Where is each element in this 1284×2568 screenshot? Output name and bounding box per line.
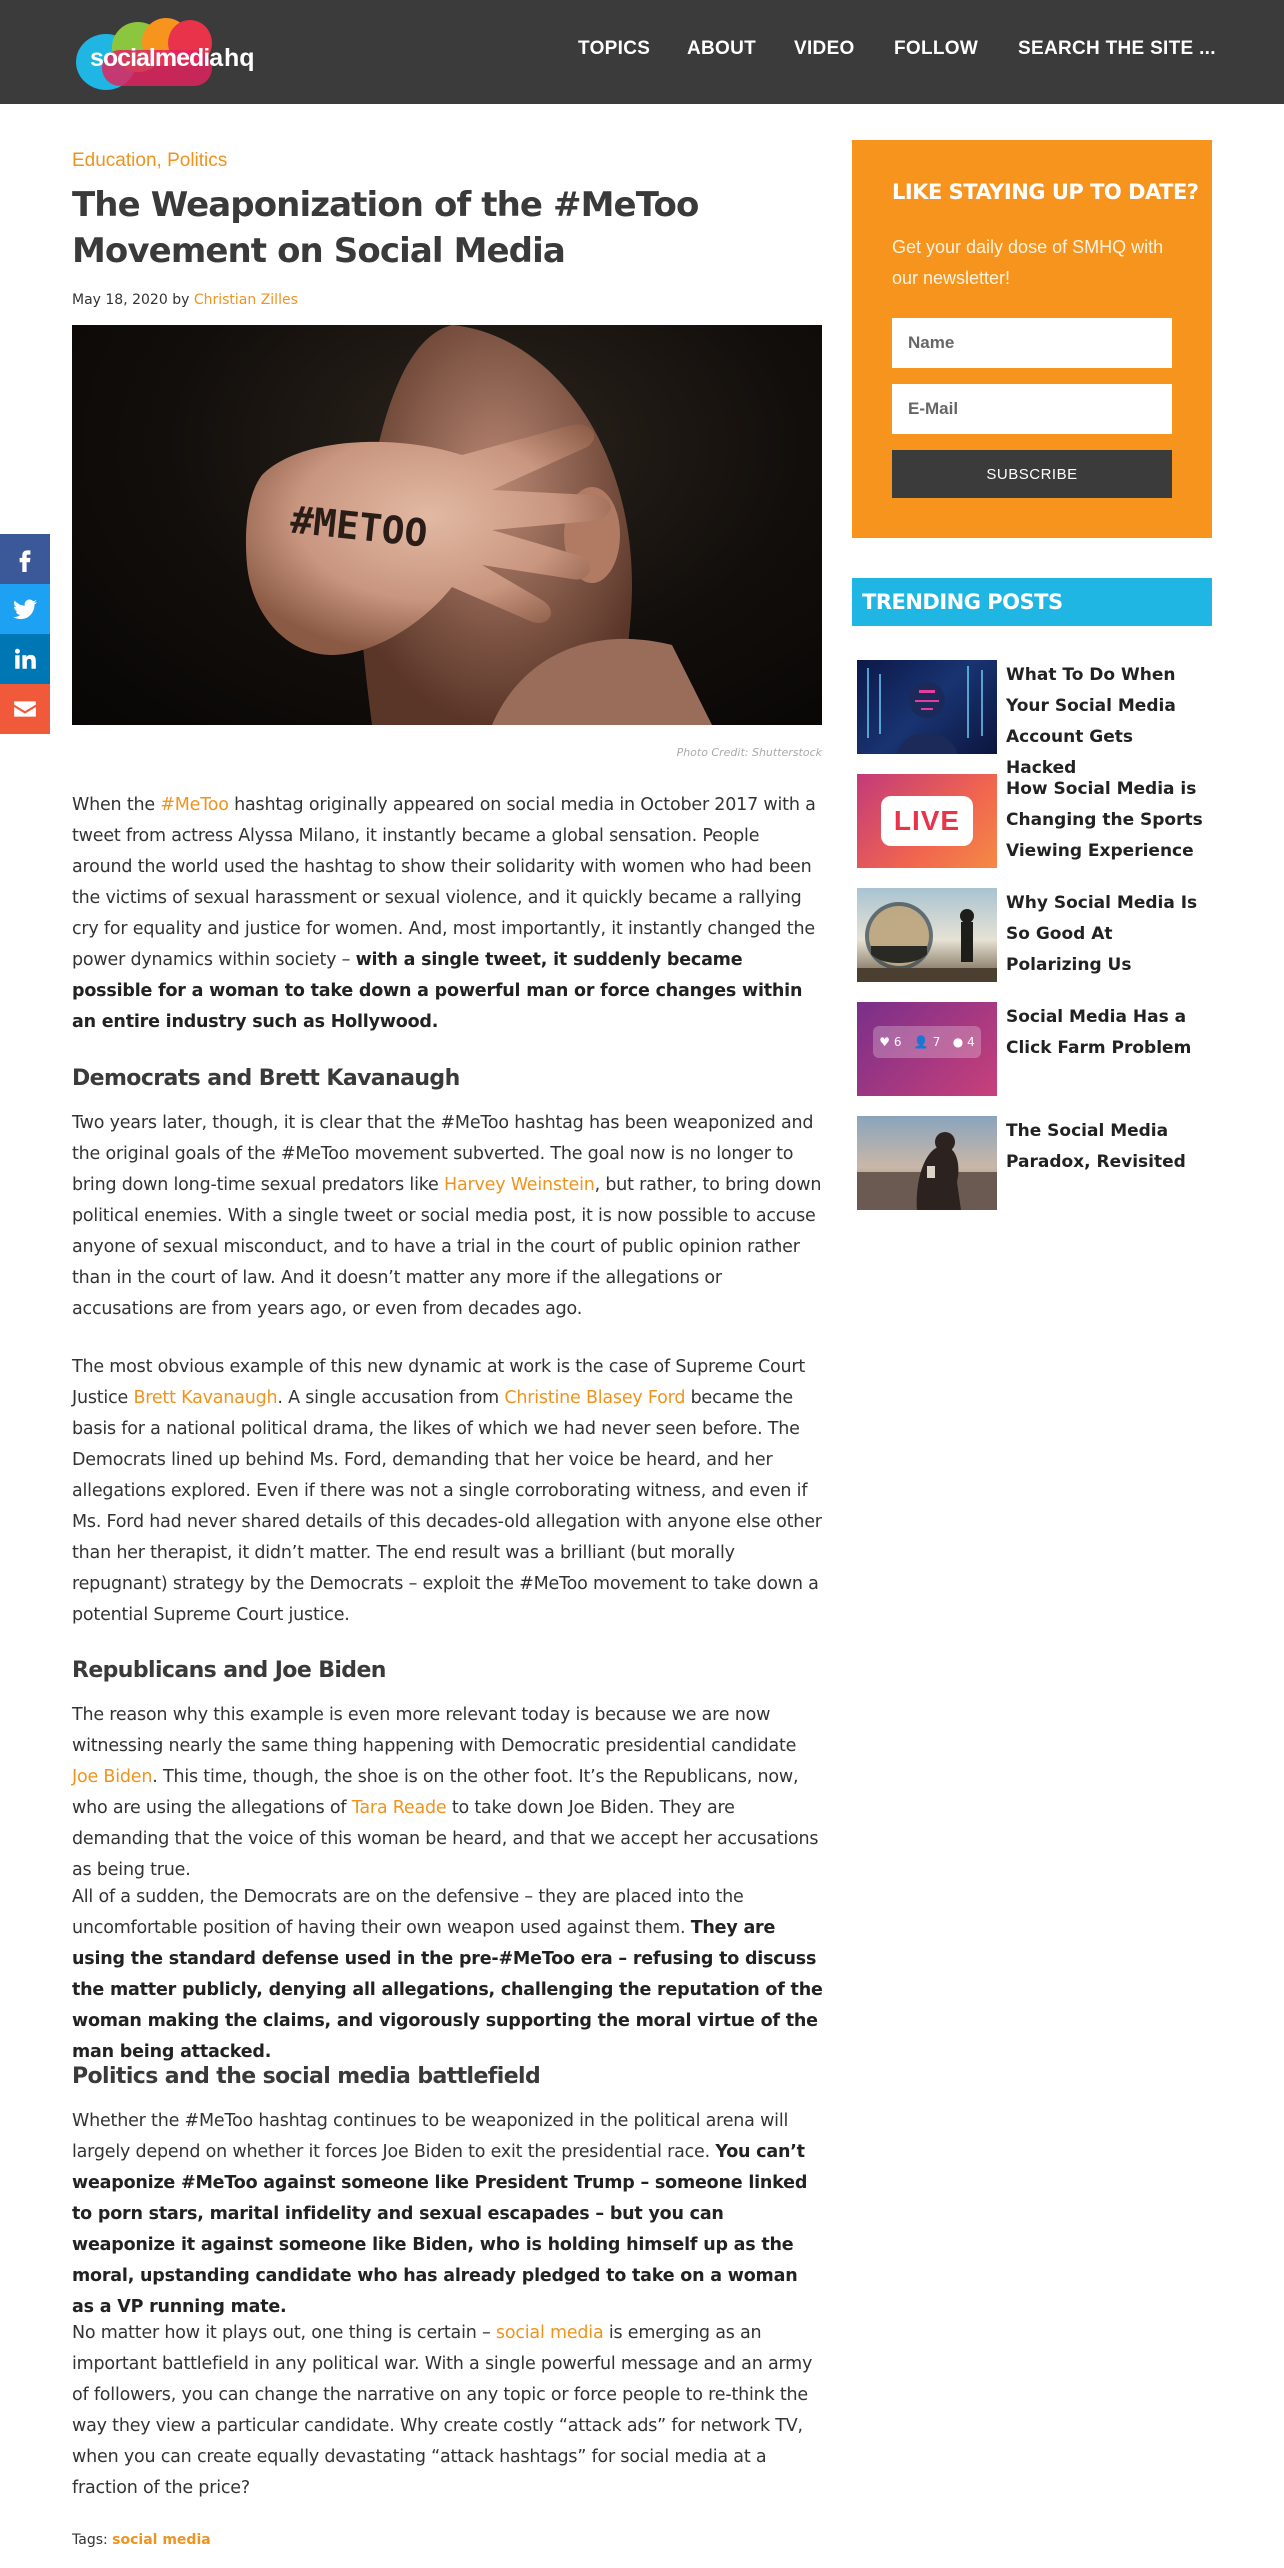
share-email-button[interactable] [0, 684, 50, 734]
trending-thumbnail[interactable] [857, 774, 997, 868]
trending-thumbnail[interactable] [857, 660, 997, 754]
hero-image [72, 325, 822, 725]
share-facebook-button[interactable] [0, 534, 50, 584]
article-tags [72, 2532, 211, 2548]
hero-metoo-text: #METOO [288, 497, 430, 556]
category-link-politics[interactable]: Politics [167, 150, 228, 171]
article-categories: Education, Politics [72, 150, 228, 171]
paragraph-battlefield: No matter how it plays out, one thing is certain – social media is emerging as an important battlefield in any political war. With a single powerful message and an army of followers, you can change the narrative on any topic or force people to re-think the way they view a particular candidate. Why create costly “attack ads” for network TV, when you can create equally devastating “attack hashtags” for social media at a fraction of the price? [72, 2323, 813, 2498]
tag-social-media[interactable]: social media [112, 2532, 211, 2548]
nav-follow[interactable]: FOLLOW [894, 38, 979, 59]
trending-heading: TRENDING POSTS [852, 578, 1212, 626]
hacker-thumbnail-art [857, 660, 997, 754]
followers-count: 👤 7 [913, 1035, 941, 1049]
site-header [0, 0, 1284, 104]
crystal-ball-thumbnail-art [857, 888, 997, 982]
beach-phone-thumbnail-art [857, 1116, 997, 1210]
joe-biden-link[interactable]: Joe Biden [72, 1767, 153, 1787]
brett-kavanaugh-link[interactable]: Brett Kavanaugh [133, 1388, 278, 1408]
tags-label: Tags: [72, 2532, 108, 2548]
harvey-weinstein-link[interactable]: Harvey Weinstein [444, 1175, 595, 1195]
publish-date: May 18, 2020 [72, 292, 168, 308]
byline-by: by [172, 292, 190, 308]
metoo-hand-photo [72, 325, 822, 725]
heading-politics: Politics and the social media battlefield [72, 2064, 541, 2089]
trending-thumbnail[interactable] [857, 888, 997, 982]
metoo-link[interactable]: #MeToo [160, 795, 229, 815]
trending-post-title[interactable]: Social Media Has a Click Farm Problem [1006, 1007, 1192, 1058]
twitter-icon [12, 596, 38, 622]
paragraph-intro: When the #MeToo hashtag originally appeared on social media in October 2017 with a tweet from actress Alyssa Milano, it instantly became a global sensation. People around the world used the hashtag to show their solidarity with women who had been the victims of sexual harassment or sexual violence, and it quickly became a rallying cry for equality and justice for women. And, most importantly, it instantly changed the power dynamics within society – with a single tweet, it suddenly became possible for a woman to take down a powerful man or force changes within an entire industry such as Hollywood. [72, 795, 816, 1032]
heading-republicans: Republicans and Joe Biden [72, 1658, 386, 1683]
tara-reade-link[interactable]: Tara Reade [351, 1798, 447, 1818]
trending-thumbnail[interactable] [857, 1116, 997, 1210]
article-meta [72, 292, 298, 308]
live-badge: LIVE [881, 796, 973, 846]
newsletter-subtitle: Get your daily dose of SMHQ with our newsletter! [892, 237, 1164, 288]
newsletter-widget [852, 140, 1212, 538]
nav-search[interactable]: SEARCH THE SITE ... [1018, 38, 1216, 59]
trending-post-title[interactable]: Why Social Media Is So Good At Polarizing Us [1006, 893, 1198, 975]
logo-wordmark: socialmedia [90, 44, 223, 72]
share-linkedin-button[interactable] [0, 634, 50, 684]
email-icon [12, 696, 38, 722]
paragraph-biden: The reason why this example is even more relevant today is because we are now witnessing nearly the same thing happening with Democratic presidential candidate Joe Biden. This time, though, the shoe is on the other foot. It’s the Republicans, now, who are using the allegations of Tara Reade to take down Joe Biden. They are demanding that the voice of this woman be heard, and that we accept her accusations as being true. [72, 1705, 819, 1880]
heading-democrats: Democrats and Brett Kavanaugh [72, 1066, 460, 1091]
newsletter-name-input[interactable] [892, 318, 1172, 368]
social-media-link[interactable]: social media [495, 2323, 604, 2343]
christine-blasey-ford-link[interactable]: Christine Blasey Ford [504, 1388, 686, 1408]
paragraph-presidential-race: Whether the #MeToo hashtag continues to be weaponized in the political arena will largely depend on whether it forces Joe Biden to exit the presidential race. You can’t weaponize #MeToo against someone like President Trump – someone linked to porn stars, marital infidelity and sexual escapades – but you can weaponize it against someone like Biden, who is holding himself up as the moral, upstanding candidate who has already pledged to take on a woman as a VP running mate. [72, 2111, 808, 2317]
author-link[interactable]: Christian Zilles [193, 292, 298, 308]
paragraph-weaponized: Two years later, though, it is clear that the #MeToo hashtag has been weaponized and the original goals of the #MeToo movement subverted. The goal now is no longer to bring down long-time sexual predators like Harvey Weinstein, but rather, to bring down political enemies. With a single tweet or social media post, it is now possible to accuse anyone of sexual misconduct, and to have a trial in the court of public opinion rather than in the court of law. And it doesn’t matter any more if the allegations or accusations are from years ago, or even from decades ago. [72, 1113, 822, 1319]
trending-post-title[interactable]: How Social Media is Changing the Sports Viewing Experience [1006, 779, 1203, 861]
newsletter-email-input[interactable] [892, 384, 1172, 434]
nav-about[interactable]: ABOUT [687, 38, 757, 59]
category-link-education[interactable]: Education [72, 150, 157, 171]
photo-credit: Photo Credit: Shutterstock [676, 746, 822, 759]
logo-suffix: hq [224, 44, 255, 72]
nav-video[interactable]: VIDEO [794, 38, 855, 59]
trending-post-title[interactable]: The Social Media Paradox, Revisited [1006, 1121, 1186, 1172]
nav-topics[interactable]: TOPICS [578, 38, 651, 59]
engagement-stats-bubble [873, 1026, 981, 1058]
linkedin-icon [12, 646, 38, 672]
article-title: The Weaponization of the #MeToo Movement on Social Media [72, 185, 699, 271]
trending-post-title[interactable]: What To Do When Your Social Media Account Gets Hacked [1006, 665, 1176, 778]
site-logo[interactable] [76, 14, 266, 92]
newsletter-title: LIKE STAYING UP TO DATE? [892, 180, 1199, 204]
likes-count: ♥ 6 [879, 1035, 902, 1049]
trending-thumbnail[interactable] [857, 1002, 997, 1096]
facebook-icon [12, 546, 38, 572]
comments-count: ● 4 [952, 1035, 975, 1049]
subscribe-button[interactable]: SUBSCRIBE [892, 450, 1172, 498]
share-twitter-button[interactable] [0, 584, 50, 634]
paragraph-kavanaugh: The most obvious example of this new dynamic at work is the case of Supreme Court Justice Brett Kavanaugh. A single accusation from Christine Blasey Ford became the basis for a national political drama, the likes of which we had never seen before. The Democrats lined up behind Ms. Ford, demanding that her voice be heard, and her allegations explored. Even if there was not a single corroborating witness, and even if Ms. Ford had never shared details of this decades-old allegation with anyone else other than her therapist, it didn’t matter. The end result was a brilliant (but morally repugnant) strategy by the Democrats – exploit the #MeToo movement to take down a potential Supreme Court justice. [72, 1357, 822, 1625]
paragraph-defensive: All of a sudden, the Democrats are on the defensive – they are placed into the uncomfortable position of having their own weapon used against them. They are using the standard defense used in the pre-#MeToo era – refusing to discuss the matter publicly, denying all allegations, challenging the reputation of the woman making the claims, and vigorously supporting the moral virtue of the man being attacked. [72, 1887, 823, 2062]
